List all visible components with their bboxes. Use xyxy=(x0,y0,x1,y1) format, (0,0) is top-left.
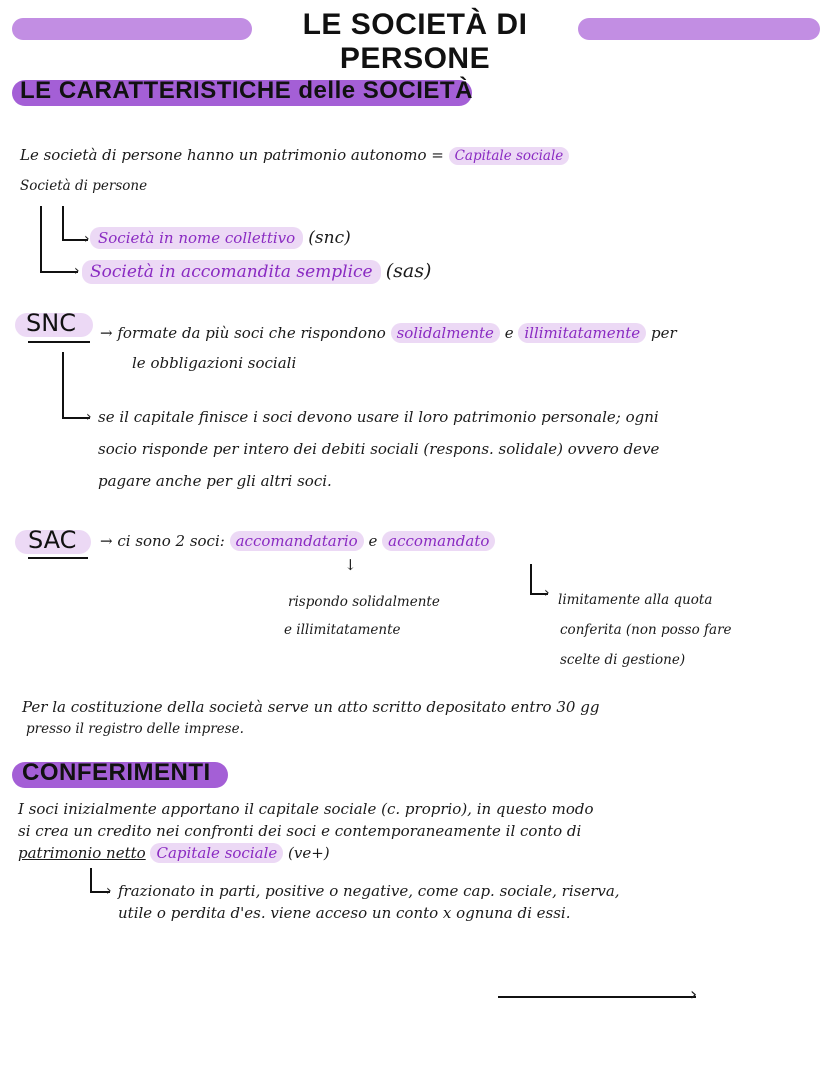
snc-underline xyxy=(28,341,90,343)
sac-tree-line xyxy=(530,564,532,594)
type-snc-abbr: (snc) xyxy=(308,228,351,248)
sac-label: SAC xyxy=(28,526,77,554)
ve-plus-text: (ve+) xyxy=(288,844,330,862)
sac-left-line2: e illimitatamente xyxy=(284,622,401,638)
sac-text: ci sono 2 soci: xyxy=(117,532,225,550)
tree-line-outer xyxy=(40,206,42,272)
snc-label: SNC xyxy=(26,309,76,337)
snc-branch-arrow: › xyxy=(86,409,92,425)
sac-highlight-accomandato: accomandato xyxy=(382,531,495,551)
arrow-sas: › xyxy=(74,263,80,279)
snc-highlight-illimitatamente: illimitatamente xyxy=(518,323,646,343)
capitale-sociale-highlight: Capitale sociale xyxy=(150,843,283,863)
snc-definition-line1 xyxy=(100,324,677,342)
sac-right-line1: limitamente alla quota xyxy=(558,592,713,608)
sac-text-e: e xyxy=(368,532,378,550)
continuation-arrow-line xyxy=(498,996,696,998)
type-item-sas xyxy=(82,260,431,282)
tree-branch-sas xyxy=(40,271,78,273)
intro-highlight: Capitale sociale xyxy=(449,147,570,165)
snc-detail-line2: socio risponde per intero dei debiti sociali (respons. solidale) ovvero deve xyxy=(98,440,660,458)
conferimenti-detail-line1: frazionato in parti, positive o negative, come cap. sociale, riserva, xyxy=(118,882,620,900)
conferimenti-line2: si crea un credito nei confronti dei soci e contemporaneamente il conto di xyxy=(18,822,582,840)
type-snc-name: Società in nome collettivo xyxy=(90,227,303,249)
section-heading-caratteristiche: LE CARATTERISTICHE delle SOCIETÀ xyxy=(20,77,473,104)
section-heading-conferimenti: CONFERIMENTI xyxy=(22,759,211,786)
costituzione-line1: Per la costituzione della società serve un atto scritto depositato entro 30 gg xyxy=(22,698,600,716)
sac-left-line1: rispondo solidalmente xyxy=(288,594,440,610)
conferimenti-branch-arrow: › xyxy=(106,883,112,899)
tree-line-inner xyxy=(62,206,64,240)
continuation-arrow-head: › xyxy=(690,984,698,1005)
sac-underline xyxy=(28,557,88,559)
intro-text xyxy=(20,146,569,164)
patrimonio-netto-text: patrimonio netto xyxy=(18,844,146,862)
snc-definition-line2: le obbligazioni sociali xyxy=(132,354,297,372)
conferimenti-line3 xyxy=(18,844,330,862)
snc-text-per: per xyxy=(650,324,677,342)
snc-highlight-solidalmente: solidalmente xyxy=(391,323,500,343)
sac-branch-arrow: › xyxy=(544,585,550,601)
snc-detail-line3: pagare anche per gli altri soci. xyxy=(98,472,332,490)
snc-tree-line xyxy=(62,352,64,418)
snc-arrow: → xyxy=(100,324,113,342)
snc-detail-line1: se il capitale finisce i soci devono usare il loro patrimonio personale; ogni xyxy=(98,408,659,426)
page-title: LE SOCIETÀ DI PERSONE xyxy=(302,8,528,75)
sac-definition xyxy=(100,532,495,550)
type-item-snc xyxy=(90,228,351,248)
arrow-snc: › xyxy=(84,231,90,247)
conferimenti-tree-line xyxy=(90,868,92,892)
sac-right-line2: conferita (non posso fare xyxy=(560,622,732,638)
sac-down-arrow: ↓ xyxy=(344,556,357,574)
conferimenti-detail-line2: utile o perdita d'es. viene acceso un conto x ognuna di essi. xyxy=(118,904,571,922)
snc-text-a: formate da più soci che rispondono xyxy=(117,324,386,342)
sac-right-line3: scelte di gestione) xyxy=(560,652,686,668)
title-bar-right xyxy=(578,18,820,40)
intro-text-body: Le società di persone hanno un patrimonio autonomo = xyxy=(20,146,444,164)
sac-highlight-accomandatario: accomandatario xyxy=(230,531,364,551)
snc-text-e: e xyxy=(504,324,514,342)
costituzione-line2: presso il registro delle imprese. xyxy=(26,721,244,737)
conferimenti-line1: I soci inizialmente apportano il capitale sociale (c. proprio), in questo modo xyxy=(18,800,594,818)
type-sas-abbr: (sas) xyxy=(385,260,432,282)
title-bar-left xyxy=(12,18,252,40)
subtitle-societa-di-persone: Società di persone xyxy=(20,178,148,194)
sac-arrow: → xyxy=(100,532,113,550)
type-sas-name: Società in accomandita semplice xyxy=(82,260,381,284)
